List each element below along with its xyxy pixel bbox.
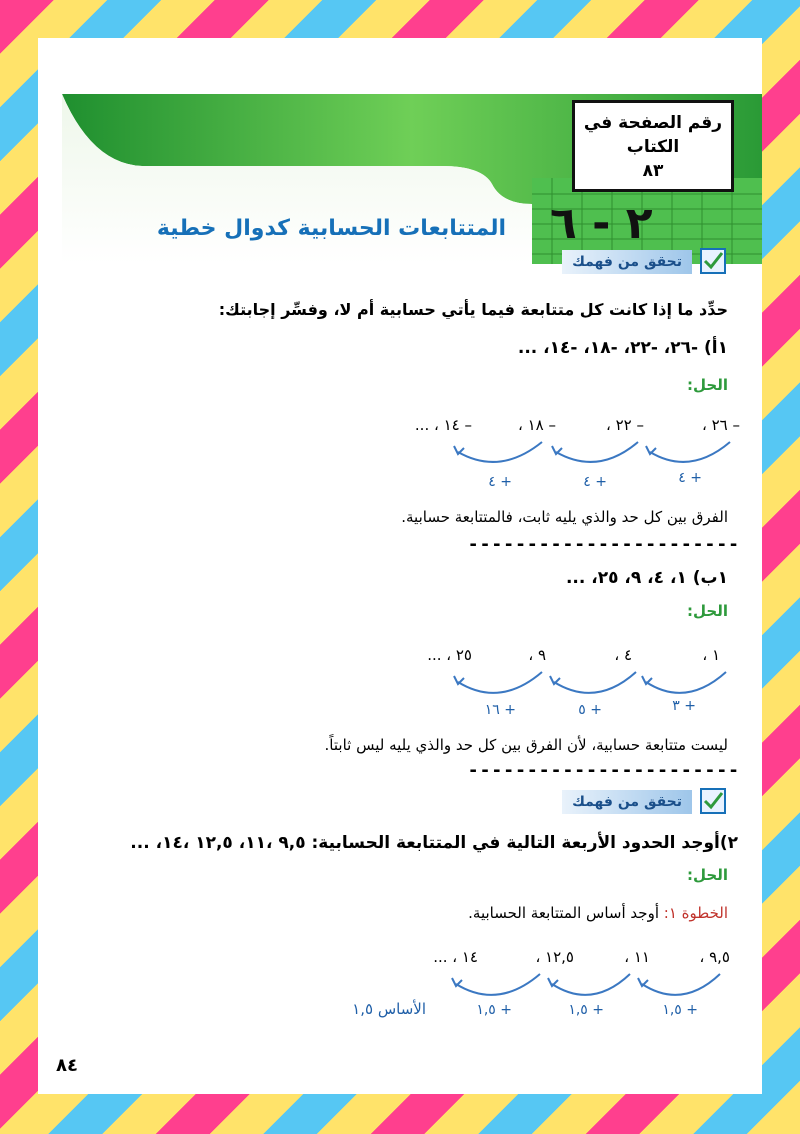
part-b-solution-label: الحل: bbox=[687, 602, 728, 620]
part-a-conclusion: الفرق بين كل حد والذي يليه ثابت، فالمتتابعة حسابية. bbox=[401, 508, 728, 526]
section2-term-3: ١٢,٥ ، bbox=[535, 948, 574, 966]
page-ref-number: ٨٣ bbox=[642, 161, 664, 181]
check-understanding-heading-1 bbox=[556, 248, 726, 278]
part-a-diff-3: + ٤ bbox=[488, 474, 512, 490]
part-a-question: ١أ) -٢٦، -٢٢، -١٨، -١٤، ... bbox=[517, 338, 728, 358]
part-a-term-1: – ٢٦ ، bbox=[701, 416, 740, 434]
page-number: ٨٤ bbox=[56, 1055, 78, 1076]
section2-base: الأساس ١,٥ bbox=[352, 1000, 426, 1018]
check-understanding-heading-2 bbox=[556, 788, 726, 818]
part-a-term-3: – ١٨ ، bbox=[517, 416, 556, 434]
section2-term-2: ١١ ، bbox=[624, 948, 650, 966]
section2-term-1: ٩,٥ ، bbox=[699, 948, 730, 966]
section2-diff-3: + ١,٥ bbox=[476, 1002, 512, 1018]
part-a-diff-1: + ٤ bbox=[678, 470, 702, 486]
lesson-number: ٢ - ٦ bbox=[550, 198, 653, 249]
separator-2: ----------------------- bbox=[467, 760, 740, 781]
part-b-term-4: ٢٥ ، ... bbox=[427, 646, 472, 664]
checkbox-icon bbox=[700, 248, 726, 274]
step-1-label: الخطوة ١: bbox=[663, 904, 728, 922]
worksheet-page bbox=[38, 38, 762, 1094]
section2-question: ٢)أوجد الحدود الأربعة التالية في المتتابعة الحسابية: ٩,٥ ،١١، ١٢,٥ ،١٤، ... bbox=[130, 833, 738, 853]
part-b-diff-3: + ١٦ bbox=[484, 702, 516, 718]
part-a-term-4: – ١٤ ، ... bbox=[414, 416, 472, 434]
section2-term-4: ١٤ ، ... bbox=[433, 948, 478, 966]
check-label: تحقق من فهمك bbox=[562, 790, 692, 814]
section1-instruction: حدِّد ما إذا كانت كل متتابعة فيما يأتي حسابية أم لا، وفسِّر إجابتك: bbox=[218, 300, 728, 319]
part-b-diff-1: + ٣ bbox=[672, 698, 696, 714]
section2-diff-2: + ١,٥ bbox=[568, 1002, 604, 1018]
section2-solution-label: الحل: bbox=[687, 866, 728, 884]
page-ref-label: رقم الصفحة في الكتاب bbox=[583, 113, 723, 157]
separator-1: ----------------------- bbox=[467, 534, 740, 555]
part-b-question: ١ب) ١، ٤، ٩، ٢٥، ... bbox=[565, 568, 728, 588]
step-1 bbox=[468, 904, 728, 922]
part-a-term-2: – ٢٢ ، bbox=[605, 416, 644, 434]
lesson-title: المتتابعات الحسابية كدوال خطية bbox=[156, 216, 506, 241]
section2-diff-1: + ١,٥ bbox=[662, 1002, 698, 1018]
part-b-diff-2: + ٥ bbox=[578, 702, 602, 718]
checkbox-icon bbox=[700, 788, 726, 814]
part-b-term-1: ١ ، bbox=[702, 646, 720, 664]
part-a-solution-label: الحل: bbox=[687, 376, 728, 394]
book-page-reference bbox=[572, 100, 734, 192]
part-a-diff-2: + ٤ bbox=[583, 474, 607, 490]
part-b-conclusion: ليست متتابعة حسابية، لأن الفرق بين كل حد والذي يليه ليس ثابتاً. bbox=[324, 736, 728, 754]
part-b-term-2: ٤ ، bbox=[614, 646, 632, 664]
part-b-term-3: ٩ ، bbox=[528, 646, 546, 664]
step-1-text: أوجد أساس المتتابعة الحسابية. bbox=[468, 904, 664, 922]
check-label: تحقق من فهمك bbox=[562, 250, 692, 274]
